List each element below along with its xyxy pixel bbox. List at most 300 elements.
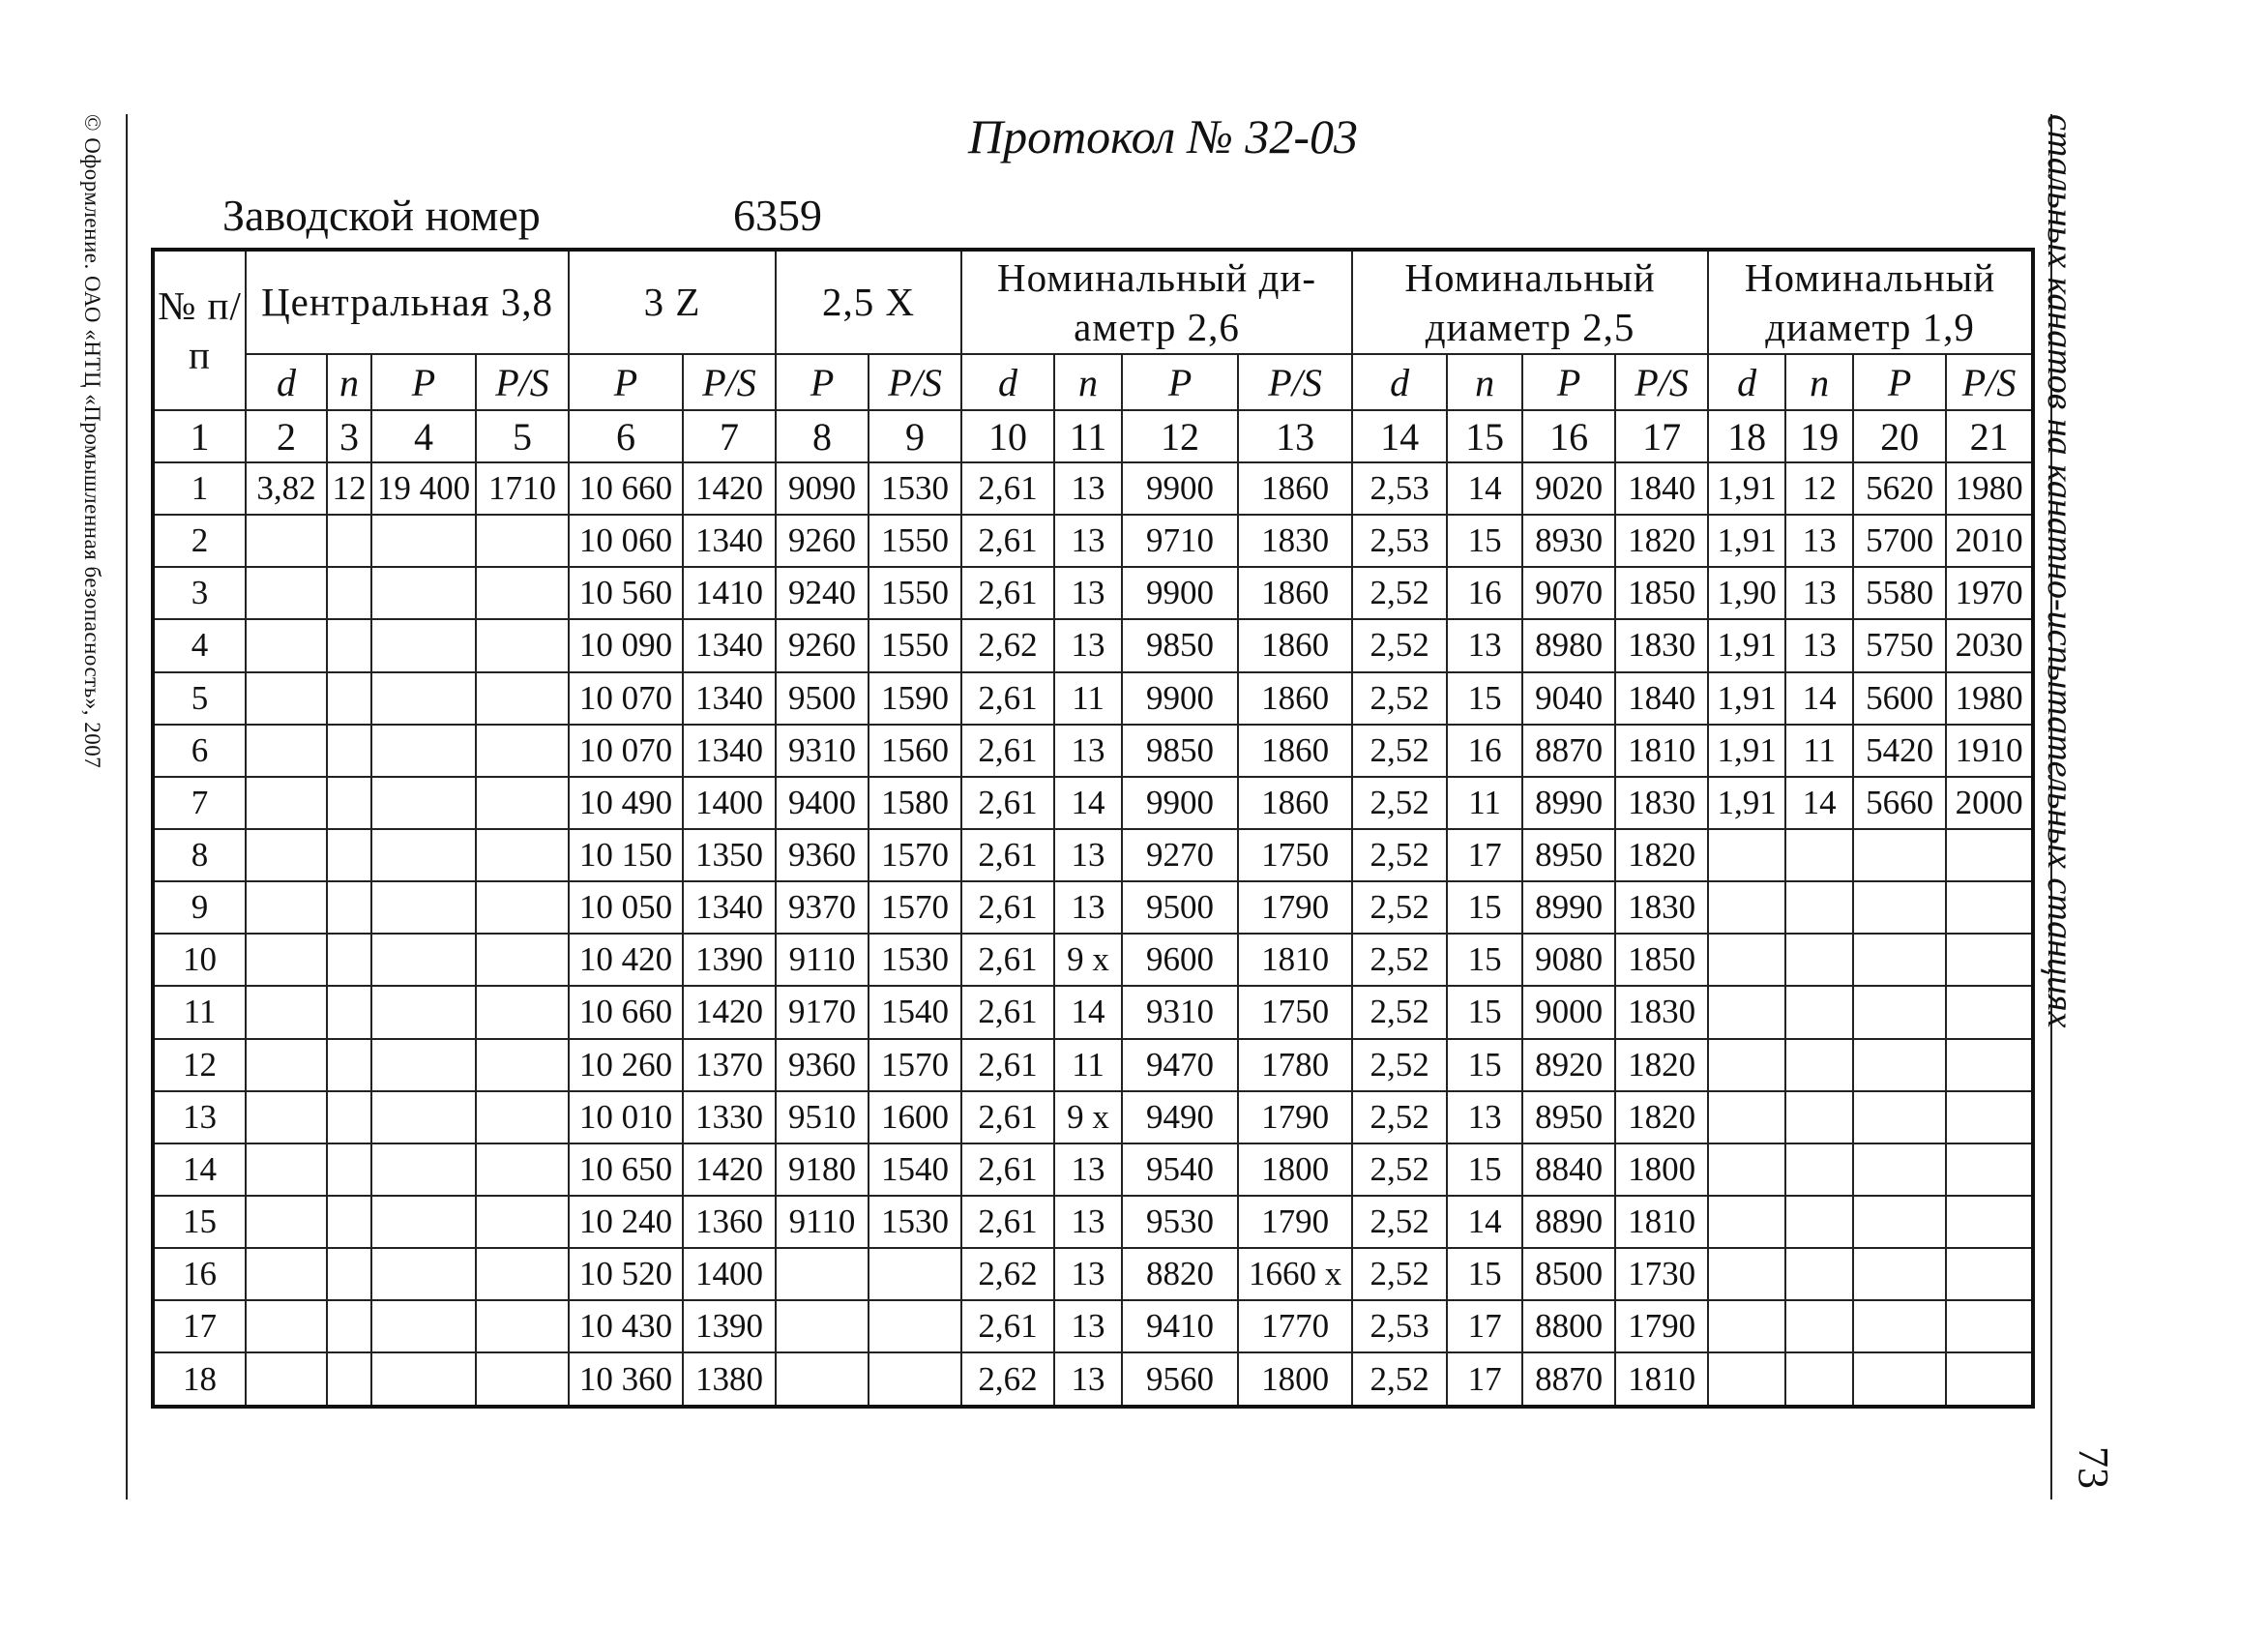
- data-cell: 1420: [683, 986, 776, 1038]
- data-cell: 1530: [869, 1196, 961, 1248]
- data-cell: 2,61: [961, 829, 1054, 881]
- data-cell: [1708, 881, 1785, 934]
- data-cell: [1708, 1300, 1785, 1352]
- data-cell: 2,61: [961, 725, 1054, 777]
- data-cell: 9900: [1122, 462, 1238, 515]
- data-cell: [1853, 986, 1946, 1038]
- group-header-2-5x: 2,5 X: [776, 250, 961, 354]
- data-cell: 1540: [869, 1143, 961, 1196]
- data-cell: 1850: [1615, 567, 1708, 619]
- data-cell: 8930: [1522, 515, 1615, 567]
- data-cell: 9900: [1122, 777, 1238, 829]
- data-cell: 9540: [1122, 1143, 1238, 1196]
- data-cell: [246, 934, 327, 986]
- row-number-cell: 11: [153, 986, 246, 1038]
- data-cell: 9850: [1122, 619, 1238, 671]
- data-cell: [1708, 986, 1785, 1038]
- row-number-cell: 15: [153, 1196, 246, 1248]
- data-cell: 1660 x: [1238, 1248, 1352, 1300]
- group-header-nominal-1-9: Номинальный диаметр 1,9: [1708, 250, 2033, 354]
- column-number-cell: 21: [1946, 410, 2033, 462]
- data-cell: [476, 881, 569, 934]
- protocol-title: Протокол № 32-03: [967, 109, 1359, 163]
- data-cell: [371, 672, 476, 725]
- data-cell: [246, 1039, 327, 1091]
- data-cell: 5600: [1853, 672, 1946, 725]
- data-cell: 2,61: [961, 881, 1054, 934]
- data-cell: 1420: [683, 462, 776, 515]
- data-cell: [1853, 1091, 1946, 1143]
- column-number-cell: 7: [683, 410, 776, 462]
- data-cell: 8950: [1522, 829, 1615, 881]
- data-cell: [1946, 829, 2033, 881]
- data-cell: 1980: [1946, 462, 2033, 515]
- data-cell: 10 420: [569, 934, 683, 986]
- data-cell: 8990: [1522, 881, 1615, 934]
- data-cell: [327, 567, 371, 619]
- data-cell: [1708, 829, 1785, 881]
- data-cell: [371, 777, 476, 829]
- symbol-header-cell: P/S: [869, 354, 961, 410]
- data-cell: 9110: [776, 1196, 869, 1248]
- data-cell: 1860: [1238, 567, 1352, 619]
- data-cell: 1860: [1238, 619, 1352, 671]
- data-cell: 1820: [1615, 829, 1708, 881]
- data-cell: 13: [1054, 1143, 1122, 1196]
- data-cell: 2,61: [961, 777, 1054, 829]
- data-cell: 1790: [1238, 1196, 1352, 1248]
- data-cell: 1800: [1238, 1143, 1352, 1196]
- data-cell: [371, 1143, 476, 1196]
- data-cell: [1785, 1248, 1853, 1300]
- data-cell: 2,52: [1352, 777, 1447, 829]
- data-cell: [371, 567, 476, 619]
- data-cell: [246, 1352, 327, 1407]
- row-number-cell: 12: [153, 1039, 246, 1091]
- data-cell: 10 090: [569, 619, 683, 671]
- row-number-cell: 1: [153, 462, 246, 515]
- data-cell: 1540: [869, 986, 961, 1038]
- data-cell: 2,61: [961, 1039, 1054, 1091]
- data-cell: [1853, 1143, 1946, 1196]
- data-cell: 10 070: [569, 725, 683, 777]
- data-cell: 1910: [1946, 725, 2033, 777]
- column-number-cell: 14: [1352, 410, 1447, 462]
- row-number-cell: 10: [153, 934, 246, 986]
- data-cell: 8980: [1522, 619, 1615, 671]
- data-cell: [476, 986, 569, 1038]
- symbol-header-cell: d: [1708, 354, 1785, 410]
- data-cell: [371, 515, 476, 567]
- data-cell: 1860: [1238, 672, 1352, 725]
- data-cell: 8870: [1522, 725, 1615, 777]
- data-cell: 1550: [869, 567, 961, 619]
- column-number-row: [153, 410, 2033, 462]
- data-cell: [1708, 1196, 1785, 1248]
- symbol-header-cell: P: [776, 354, 869, 410]
- data-cell: 1,91: [1708, 462, 1785, 515]
- data-cell: 2,52: [1352, 1248, 1447, 1300]
- data-cell: 1390: [683, 934, 776, 986]
- data-cell: [1853, 934, 1946, 986]
- data-cell: 1,91: [1708, 619, 1785, 671]
- data-cell: 12: [327, 462, 371, 515]
- table-row: [153, 881, 2033, 934]
- data-cell: 1830: [1615, 881, 1708, 934]
- data-cell: [1946, 986, 2033, 1038]
- row-number-cell: 18: [153, 1352, 246, 1407]
- symbol-header-cell: n: [1447, 354, 1522, 410]
- data-cell: 1750: [1238, 986, 1352, 1038]
- data-cell: 2,61: [961, 1091, 1054, 1143]
- data-cell: [476, 1039, 569, 1091]
- data-cell: [1853, 1248, 1946, 1300]
- symbol-header-cell: n: [1785, 354, 1853, 410]
- data-cell: [371, 829, 476, 881]
- data-cell: 1350: [683, 829, 776, 881]
- row-number-cell: 13: [153, 1091, 246, 1143]
- data-cell: 13: [1054, 881, 1122, 934]
- data-cell: 1340: [683, 515, 776, 567]
- data-cell: 10 490: [569, 777, 683, 829]
- data-cell: 13: [1054, 515, 1122, 567]
- data-cell: 11: [1785, 725, 1853, 777]
- column-number-cell: 9: [869, 410, 961, 462]
- row-number-cell: 7: [153, 777, 246, 829]
- data-cell: 15: [1447, 672, 1522, 725]
- data-cell: 1340: [683, 672, 776, 725]
- data-cell: 11: [1054, 1039, 1122, 1091]
- data-cell: [1708, 1352, 1785, 1407]
- data-cell: 1850: [1615, 934, 1708, 986]
- data-cell: 1730: [1615, 1248, 1708, 1300]
- data-cell: [476, 1352, 569, 1407]
- data-cell: 1840: [1615, 672, 1708, 725]
- data-cell: 2,53: [1352, 1300, 1447, 1352]
- data-cell: [327, 619, 371, 671]
- data-cell: [1785, 934, 1853, 986]
- data-cell: [246, 881, 327, 934]
- data-cell: 1550: [869, 515, 961, 567]
- data-cell: 1800: [1238, 1352, 1352, 1407]
- column-number-cell: 16: [1522, 410, 1615, 462]
- data-cell: 9180: [776, 1143, 869, 1196]
- data-cell: [246, 986, 327, 1038]
- column-number-cell: 12: [1122, 410, 1238, 462]
- data-cell: [327, 934, 371, 986]
- column-number-cell: 11: [1054, 410, 1122, 462]
- data-cell: [327, 1039, 371, 1091]
- data-cell: 5420: [1853, 725, 1946, 777]
- data-cell: [327, 1248, 371, 1300]
- data-cell: 2,62: [961, 1352, 1054, 1407]
- data-cell: 1790: [1238, 1091, 1352, 1143]
- group-header-nominal-2-5: Номинальный диаметр 2,5: [1352, 250, 1708, 354]
- running-header: стальных канатов на канатно-испытательных станциях: [2040, 114, 2080, 1028]
- data-cell: 13: [1054, 1352, 1122, 1407]
- row-number-cell: 6: [153, 725, 246, 777]
- data-cell: 9 x: [1054, 934, 1122, 986]
- data-cell: 1340: [683, 725, 776, 777]
- table-row: [153, 462, 2033, 515]
- data-cell: 9110: [776, 934, 869, 986]
- data-cell: 5750: [1853, 619, 1946, 671]
- group-header-nominal-2-6: Номинальный ди- аметр 2,6: [961, 250, 1352, 354]
- symbol-header-cell: P/S: [1238, 354, 1352, 410]
- data-cell: 1390: [683, 1300, 776, 1352]
- column-number-cell: 5: [476, 410, 569, 462]
- data-cell: 1,91: [1708, 725, 1785, 777]
- data-cell: 9070: [1522, 567, 1615, 619]
- data-cell: 1790: [1615, 1300, 1708, 1352]
- data-cell: 14: [1785, 672, 1853, 725]
- data-cell: [1853, 1196, 1946, 1248]
- data-cell: 9 x: [1054, 1091, 1122, 1143]
- data-cell: 2,53: [1352, 462, 1447, 515]
- data-cell: 1590: [869, 672, 961, 725]
- data-cell: 15: [1447, 986, 1522, 1038]
- symbol-header-cell: d: [961, 354, 1054, 410]
- data-cell: 8820: [1122, 1248, 1238, 1300]
- data-cell: [246, 1300, 327, 1352]
- symbol-header-cell: P/S: [1946, 354, 2033, 410]
- data-cell: 9490: [1122, 1091, 1238, 1143]
- data-cell: [1785, 1196, 1853, 1248]
- page-number: 73: [2070, 1446, 2117, 1489]
- data-cell: 11: [1447, 777, 1522, 829]
- column-number-cell: 3: [327, 410, 371, 462]
- data-cell: [246, 829, 327, 881]
- symbol-header-cell: n: [327, 354, 371, 410]
- data-cell: [476, 619, 569, 671]
- data-cell: 2,52: [1352, 672, 1447, 725]
- data-cell: 8950: [1522, 1091, 1615, 1143]
- data-cell: [1708, 1039, 1785, 1091]
- row-number-cell: 16: [153, 1248, 246, 1300]
- column-number-cell: 13: [1238, 410, 1352, 462]
- data-cell: [1853, 881, 1946, 934]
- data-cell: [1785, 1143, 1853, 1196]
- data-cell: [246, 515, 327, 567]
- data-cell: 13: [1054, 1248, 1122, 1300]
- data-cell: [246, 777, 327, 829]
- data-cell: 9170: [776, 986, 869, 1038]
- data-cell: 8800: [1522, 1300, 1615, 1352]
- data-cell: 10 260: [569, 1039, 683, 1091]
- data-cell: 1830: [1615, 619, 1708, 671]
- data-cell: 2,61: [961, 986, 1054, 1038]
- data-cell: [1853, 829, 1946, 881]
- symbol-header-cell: P: [569, 354, 683, 410]
- data-cell: 10 070: [569, 672, 683, 725]
- data-cell: [371, 1300, 476, 1352]
- data-cell: 2000: [1946, 777, 2033, 829]
- data-cell: [371, 725, 476, 777]
- data-cell: 1860: [1238, 777, 1352, 829]
- data-cell: 2,52: [1352, 1143, 1447, 1196]
- data-cell: 16: [1447, 567, 1522, 619]
- data-cell: 1980: [1946, 672, 2033, 725]
- data-cell: 1820: [1615, 1039, 1708, 1091]
- data-cell: [371, 934, 476, 986]
- data-cell: 1820: [1615, 1091, 1708, 1143]
- data-cell: [371, 619, 476, 671]
- data-cell: [476, 1248, 569, 1300]
- data-cell: 1410: [683, 567, 776, 619]
- data-cell: 9370: [776, 881, 869, 934]
- data-cell: [476, 1091, 569, 1143]
- data-cell: [246, 1091, 327, 1143]
- data-cell: 15: [1447, 1143, 1522, 1196]
- data-cell: 13: [1054, 567, 1122, 619]
- symbol-header-cell: P/S: [476, 354, 569, 410]
- data-cell: [1785, 986, 1853, 1038]
- group-header-3z: 3 Z: [569, 250, 776, 354]
- data-cell: 9000: [1522, 986, 1615, 1038]
- row-number-cell: 14: [153, 1143, 246, 1196]
- symbol-header-cell: d: [246, 354, 327, 410]
- table-row: [153, 777, 2033, 829]
- copyright-note: © Оформление. ОАО «НТЦ «Промышленная безопасность», 2007: [80, 114, 104, 769]
- data-cell: 15: [1447, 934, 1522, 986]
- row-number-cell: 3: [153, 567, 246, 619]
- table-row: [153, 1091, 2033, 1143]
- data-cell: [476, 829, 569, 881]
- data-cell: 2,52: [1352, 934, 1447, 986]
- data-cell: 15: [1447, 881, 1522, 934]
- data-cell: 12: [1785, 462, 1853, 515]
- column-number-cell: 19: [1785, 410, 1853, 462]
- data-cell: 19 400: [371, 462, 476, 515]
- data-cell: 9260: [776, 515, 869, 567]
- symbol-header-cell: P: [1853, 354, 1946, 410]
- data-cell: 9260: [776, 619, 869, 671]
- data-cell: 11: [1054, 672, 1122, 725]
- data-cell: 5620: [1853, 462, 1946, 515]
- data-cell: 9510: [776, 1091, 869, 1143]
- data-cell: 10 360: [569, 1352, 683, 1407]
- column-number-cell: 20: [1853, 410, 1946, 462]
- data-cell: 2,62: [961, 619, 1054, 671]
- data-cell: 1600: [869, 1091, 961, 1143]
- data-cell: 13: [1785, 515, 1853, 567]
- data-cell: [1946, 934, 2033, 986]
- data-cell: [776, 1352, 869, 1407]
- data-cell: 9530: [1122, 1196, 1238, 1248]
- data-cell: 10 560: [569, 567, 683, 619]
- data-cell: [327, 1196, 371, 1248]
- data-cell: 2,52: [1352, 986, 1447, 1038]
- data-cell: 13: [1054, 462, 1122, 515]
- row-number-cell: 9: [153, 881, 246, 934]
- data-cell: 1830: [1615, 986, 1708, 1038]
- data-cell: 2,62: [961, 1248, 1054, 1300]
- data-cell: 8920: [1522, 1039, 1615, 1091]
- data-cell: 9090: [776, 462, 869, 515]
- data-cell: [1946, 881, 2033, 934]
- data-cell: 1,91: [1708, 777, 1785, 829]
- column-number-cell: 4: [371, 410, 476, 462]
- table-row: [153, 1300, 2033, 1352]
- table-body: [153, 462, 2033, 1407]
- data-cell: 1,91: [1708, 515, 1785, 567]
- table-row: [153, 1196, 2033, 1248]
- data-cell: [869, 1352, 961, 1407]
- data-cell: 13: [1054, 1196, 1122, 1248]
- data-cell: 1570: [869, 829, 961, 881]
- data-cell: 9020: [1522, 462, 1615, 515]
- data-cell: 1810: [1615, 1196, 1708, 1248]
- symbol-header-cell: P: [1122, 354, 1238, 410]
- symbol-header-cell: d: [1352, 354, 1447, 410]
- data-cell: 1780: [1238, 1039, 1352, 1091]
- data-cell: [327, 1143, 371, 1196]
- data-cell: 9560: [1122, 1352, 1238, 1407]
- table-row: [153, 515, 2033, 567]
- data-cell: [371, 1091, 476, 1143]
- data-cell: [869, 1300, 961, 1352]
- data-cell: 2,61: [961, 672, 1054, 725]
- data-cell: 13: [1447, 619, 1522, 671]
- data-cell: [1946, 1039, 2033, 1091]
- data-cell: 2,52: [1352, 1091, 1447, 1143]
- table-row: [153, 986, 2033, 1038]
- data-cell: 1860: [1238, 725, 1352, 777]
- data-cell: [327, 1300, 371, 1352]
- data-cell: 9040: [1522, 672, 1615, 725]
- table-row: [153, 1143, 2033, 1196]
- data-cell: 3,82: [246, 462, 327, 515]
- data-cell: 2,61: [961, 1196, 1054, 1248]
- data-cell: [476, 567, 569, 619]
- column-number-cell: 10: [961, 410, 1054, 462]
- data-cell: [1946, 1196, 2033, 1248]
- data-cell: 8500: [1522, 1248, 1615, 1300]
- data-cell: 2,52: [1352, 1196, 1447, 1248]
- data-cell: [246, 1143, 327, 1196]
- symbol-header-cell: P/S: [1615, 354, 1708, 410]
- table-row: [153, 619, 2033, 671]
- table-row: [153, 1352, 2033, 1407]
- table-row: [153, 934, 2033, 986]
- data-cell: 9600: [1122, 934, 1238, 986]
- data-cell: [246, 1248, 327, 1300]
- row-number-cell: 5: [153, 672, 246, 725]
- data-cell: [1708, 1248, 1785, 1300]
- data-cell: 2,52: [1352, 829, 1447, 881]
- data-cell: 9240: [776, 567, 869, 619]
- data-cell: [476, 934, 569, 986]
- data-cell: [371, 1039, 476, 1091]
- data-cell: 9500: [776, 672, 869, 725]
- data-cell: [371, 1352, 476, 1407]
- data-cell: 1860: [1238, 462, 1352, 515]
- symbol-header-cell: P: [371, 354, 476, 410]
- data-cell: 9850: [1122, 725, 1238, 777]
- data-cell: 1810: [1238, 934, 1352, 986]
- column-number-cell: 18: [1708, 410, 1785, 462]
- data-cell: 13: [1785, 619, 1853, 671]
- data-cell: 14: [1447, 1196, 1522, 1248]
- data-cell: 1400: [683, 777, 776, 829]
- data-cell: 2010: [1946, 515, 2033, 567]
- data-cell: 2,52: [1352, 1039, 1447, 1091]
- data-cell: [1785, 1300, 1853, 1352]
- column-number-cell: 1: [153, 410, 246, 462]
- data-cell: 9360: [776, 829, 869, 881]
- data-cell: [1946, 1352, 2033, 1407]
- data-cell: 10 660: [569, 462, 683, 515]
